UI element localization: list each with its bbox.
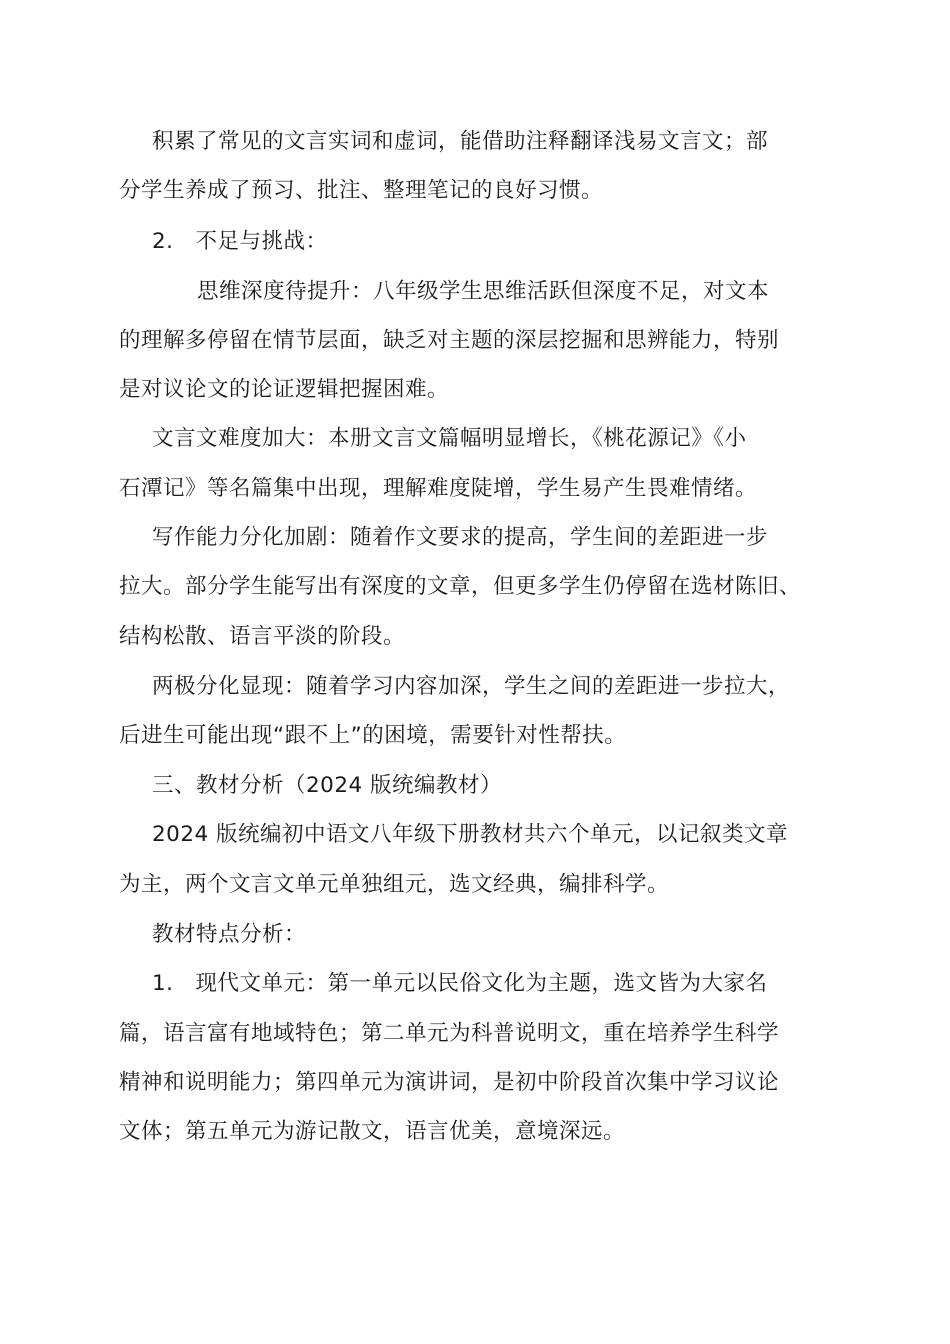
text-line: 文体；第五单元为游记散文，语言优美，意境深远。 [119, 1119, 626, 1144]
text-line: 精神和说明能力；第四单元为演讲词，是初中阶段首次集中学习议论 [119, 1070, 780, 1095]
text-line: 的理解多停留在情节层面，缺乏对主题的深层挖掘和思辨能力，特别 [119, 328, 780, 353]
text-line: 后进生可能出现“跟不上”的困境，需要针对性帮扶。 [119, 723, 627, 748]
text-line: 篇，语言富有地域特色；第二单元为科普说明文，重在培养学生科学 [119, 1021, 780, 1046]
text-line: 结构松散、语言平淡的阶段。 [119, 624, 406, 649]
text-line: 写作能力分化加剧：随着作文要求的提高，学生间的差距进一步 [152, 525, 769, 550]
text-line: 为主，两个文言文单元单独组元，选文经典，编排科学。 [119, 872, 670, 897]
text-line: 两极分化显现：随着学习内容加深，学生之间的差距进一步拉大， [152, 674, 791, 699]
section-heading: 三、教材分析（2024 版统编教材） [152, 773, 503, 798]
text-line: 文言文难度加大：本册文言文篇幅明显增长，《桃花源记》《小 [152, 426, 747, 451]
text-line: 是对议论文的论证逻辑把握困难。 [119, 377, 450, 402]
list-item-heading: 2. 不足与挑战： [152, 229, 328, 254]
text-line: 石潭记》等名篇集中出现，理解难度陡增，学生易产生畏难情绪。 [119, 476, 758, 501]
text-line: 2024 版统编初中语文八年级下册教材共六个单元，以记叙类文章 [152, 822, 789, 847]
subheading: 教材特点分析： [152, 922, 307, 947]
text-line: 分学生养成了预习、批注、整理笔记的良好习惯。 [119, 178, 604, 203]
list-item-heading: 1. 现代文单元：第一单元以民俗文化为主题，选文皆为大家名 [152, 971, 768, 996]
text-line: 思维深度待提升：八年级学生思维活跃但深度不足，对文本 [197, 279, 770, 304]
text-line: 拉大。部分学生能写出有深度的文章，但更多学生仍停留在选材陈旧、 [119, 574, 802, 599]
text-line: 积累了常见的文言实词和虚词，能借助注释翻译浅易文言文；部 [152, 129, 769, 154]
